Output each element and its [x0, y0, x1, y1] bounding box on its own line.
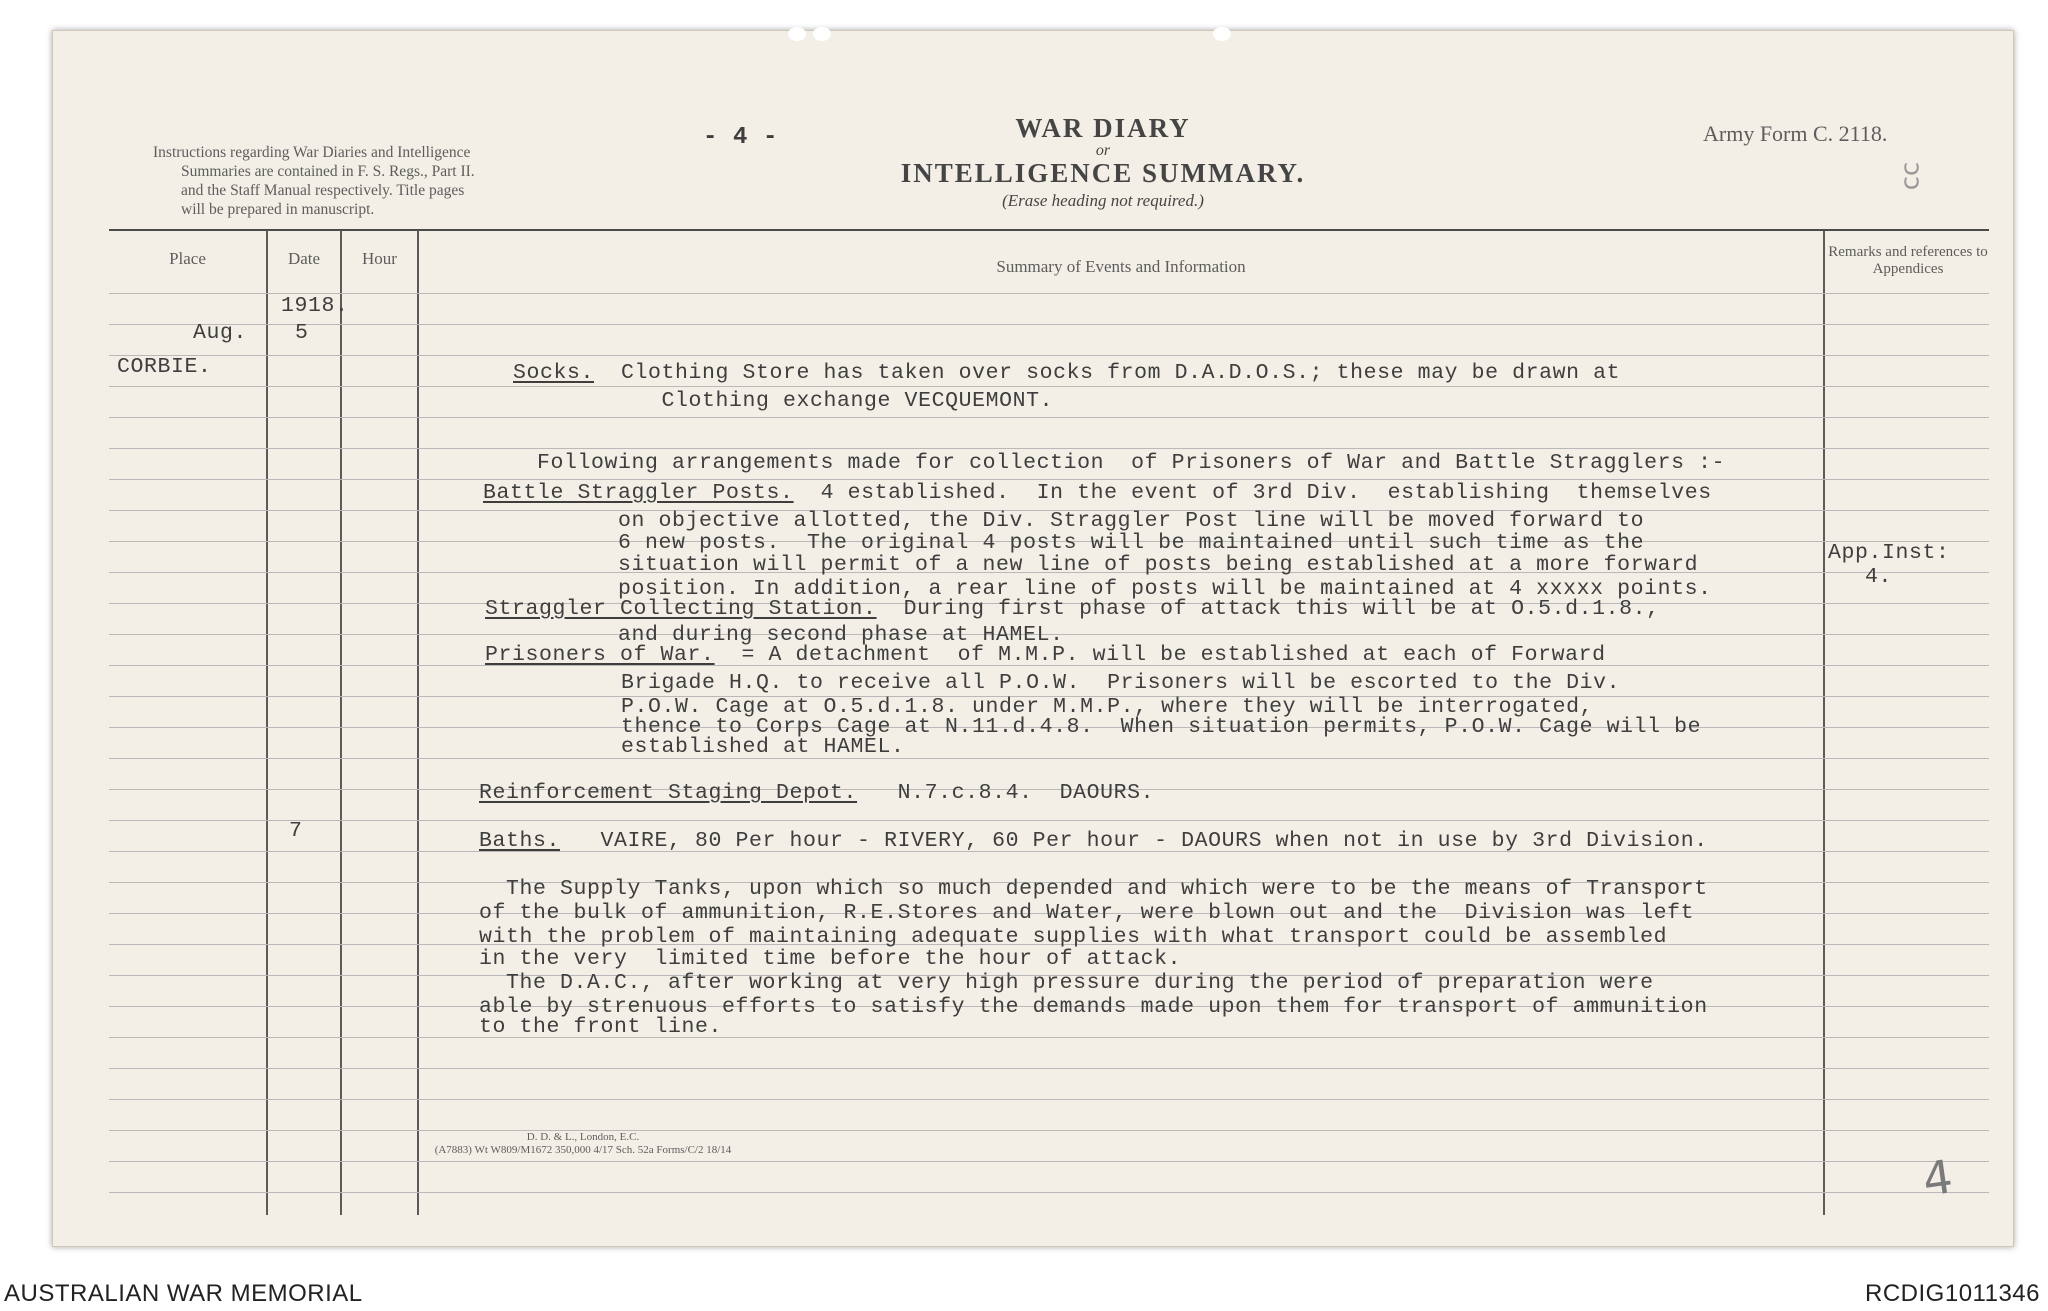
entry-heading: Socks.	[513, 361, 595, 385]
ruled-line	[109, 1192, 1989, 1193]
body-line: Socks. Clothing Store has taken over socks from D.A.D.O.S.; these may be drawn at	[513, 361, 1621, 385]
punch-hole	[813, 27, 831, 41]
body-line: able by strenuous efforts to satisfy the demands made upon them for transport of ammunition	[479, 995, 1708, 1019]
body-line: P.O.W. Cage at O.5.d.1.8. under M.M.P., where they will be interrogated,	[621, 695, 1594, 719]
entry-heading: Baths.	[479, 829, 561, 853]
title-block	[823, 113, 1383, 211]
instructions-line: will be prepared in manuscript.	[181, 201, 375, 218]
remarks-reference: 4.	[1865, 565, 1893, 589]
document-sheet	[52, 30, 2014, 1247]
day-entry: 7	[289, 819, 303, 843]
ruled-line	[109, 1099, 1989, 1100]
ruled-line	[109, 386, 1989, 387]
table-top-rule	[109, 229, 1989, 231]
body-line: of the bulk of ammunition, R.E.Stores and Water, were blown out and the Division was left	[479, 901, 1695, 925]
column-header-place: Place	[169, 249, 206, 268]
body-line: Brigade H.Q. to receive all P.O.W. Prisoners will be escorted to the Div.	[621, 671, 1621, 695]
body-line: 6 new posts. The original 4 posts will be maintained until such time as the	[618, 531, 1645, 555]
body-line: The Supply Tanks, upon which so much depended and which were to be the means of Transport	[479, 877, 1708, 901]
entry-heading: Reinforcement Staging Depot.	[479, 781, 858, 805]
ruled-line	[109, 417, 1989, 418]
instructions-line: and the Staff Manual respectively. Title pages	[181, 182, 465, 199]
body-line: Reinforcement Staging Depot. N.7.c.8.4. DAOURS.	[479, 781, 1155, 805]
punch-hole	[788, 27, 806, 41]
column-header-remarks: Remarks and references to Appendices	[1828, 244, 1988, 277]
instructions-block	[153, 143, 623, 219]
ruled-line	[109, 324, 1989, 325]
pencil-annotation: ↄↄ	[1897, 161, 1928, 191]
body-line: Straggler Collecting Station. During first phase of attack this will be at O.5.d.1.8.,	[485, 597, 1660, 621]
column-header-summary: Summary of Events and Information	[996, 257, 1246, 276]
entry-heading: Straggler Collecting Station.	[485, 597, 877, 621]
ruled-line	[109, 1037, 1989, 1038]
ruled-line	[109, 448, 1989, 449]
column-header-hour: Hour	[362, 249, 397, 268]
ruled-line	[109, 758, 1989, 759]
body-line: Following arrangements made for collection of Prisoners of War and Battle Stragglers :-	[537, 451, 1726, 475]
archive-reference: RCDIG1011346	[1865, 1280, 2040, 1307]
year-entry: 1918.	[281, 294, 349, 318]
erase-heading-note: (Erase heading not required.)	[1002, 191, 1204, 210]
body-line: to the front line.	[479, 1015, 723, 1039]
column-header-date: Date	[287, 249, 321, 268]
body-line: situation will permit of a new line of posts being established at a more forward	[618, 553, 1699, 577]
body-line: and during second phase at HAMEL.	[618, 623, 1064, 647]
entry-heading: Prisoners of War.	[485, 643, 715, 667]
ruled-line	[109, 355, 1989, 356]
printer-imprint: D. D. & L., London, E.C. (A7883) Wt W809/M1672 350,000 4/17 Sch. 52a Forms/C/2 18/14	[434, 1131, 732, 1156]
ruled-line	[109, 820, 1989, 821]
body-line: Battle Straggler Posts. 4 established. In the event of 3rd Div. establishing themselves	[483, 481, 1712, 505]
body-line: in the very limited time before the hour of attack.	[479, 947, 1182, 971]
body-line: The D.A.C., after working at very high pressure during the period of preparation were	[479, 971, 1654, 995]
body-line: with the problem of maintaining adequate supplies with what transport could be assembled	[479, 925, 1668, 949]
instructions-line: Instructions regarding War Diaries and Intelligence	[153, 144, 471, 161]
ruled-line	[109, 479, 1989, 480]
ruled-line	[109, 293, 1989, 294]
body-line: Clothing exchange VECQUEMONT.	[513, 389, 1054, 413]
entry-heading: Battle Straggler Posts.	[483, 481, 794, 505]
place-entry: CORBIE.	[117, 355, 212, 379]
archive-credit: AUSTRALIAN WAR MEMORIAL	[4, 1280, 363, 1307]
body-line: position. In addition, a rear line of posts will be maintained at 4 xxxxx points.	[618, 577, 1712, 601]
body-line: on objective allotted, the Div. Straggler Post line will be moved forward to	[618, 509, 1645, 533]
page-number: - 4 -	[703, 124, 779, 151]
body-line: thence to Corps Cage at N.11.d.4.8. When situation permits, P.O.W. Cage will be	[621, 715, 1702, 739]
body-line: Baths. VAIRE, 80 Per hour - RIVERY, 60 Per hour - DAOURS when not in use by 3rd Division.	[479, 829, 1708, 853]
remarks-reference: App.Inst:	[1828, 541, 1950, 565]
body-line: established at HAMEL.	[621, 735, 905, 759]
month-entry: Aug.	[193, 321, 248, 345]
body-line: Prisoners of War. = A detachment of M.M.P. will be established at each of Forward	[485, 643, 1606, 667]
day-entry: 5	[295, 321, 309, 345]
form-number: Army Form C. 2118.	[1703, 121, 1888, 146]
handwritten-page-mark: 4	[1919, 1149, 1956, 1207]
title-or: or	[1095, 142, 1111, 159]
punch-hole	[1213, 27, 1231, 41]
instructions-line: Summaries are contained in F. S. Regs., Part II.	[181, 163, 475, 180]
ruled-line	[109, 1068, 1989, 1069]
title-intelligence-summary: INTELLIGENCE SUMMARY.	[900, 158, 1306, 188]
title-war-diary: WAR DIARY	[1015, 113, 1191, 143]
ruled-line	[109, 1161, 1989, 1162]
